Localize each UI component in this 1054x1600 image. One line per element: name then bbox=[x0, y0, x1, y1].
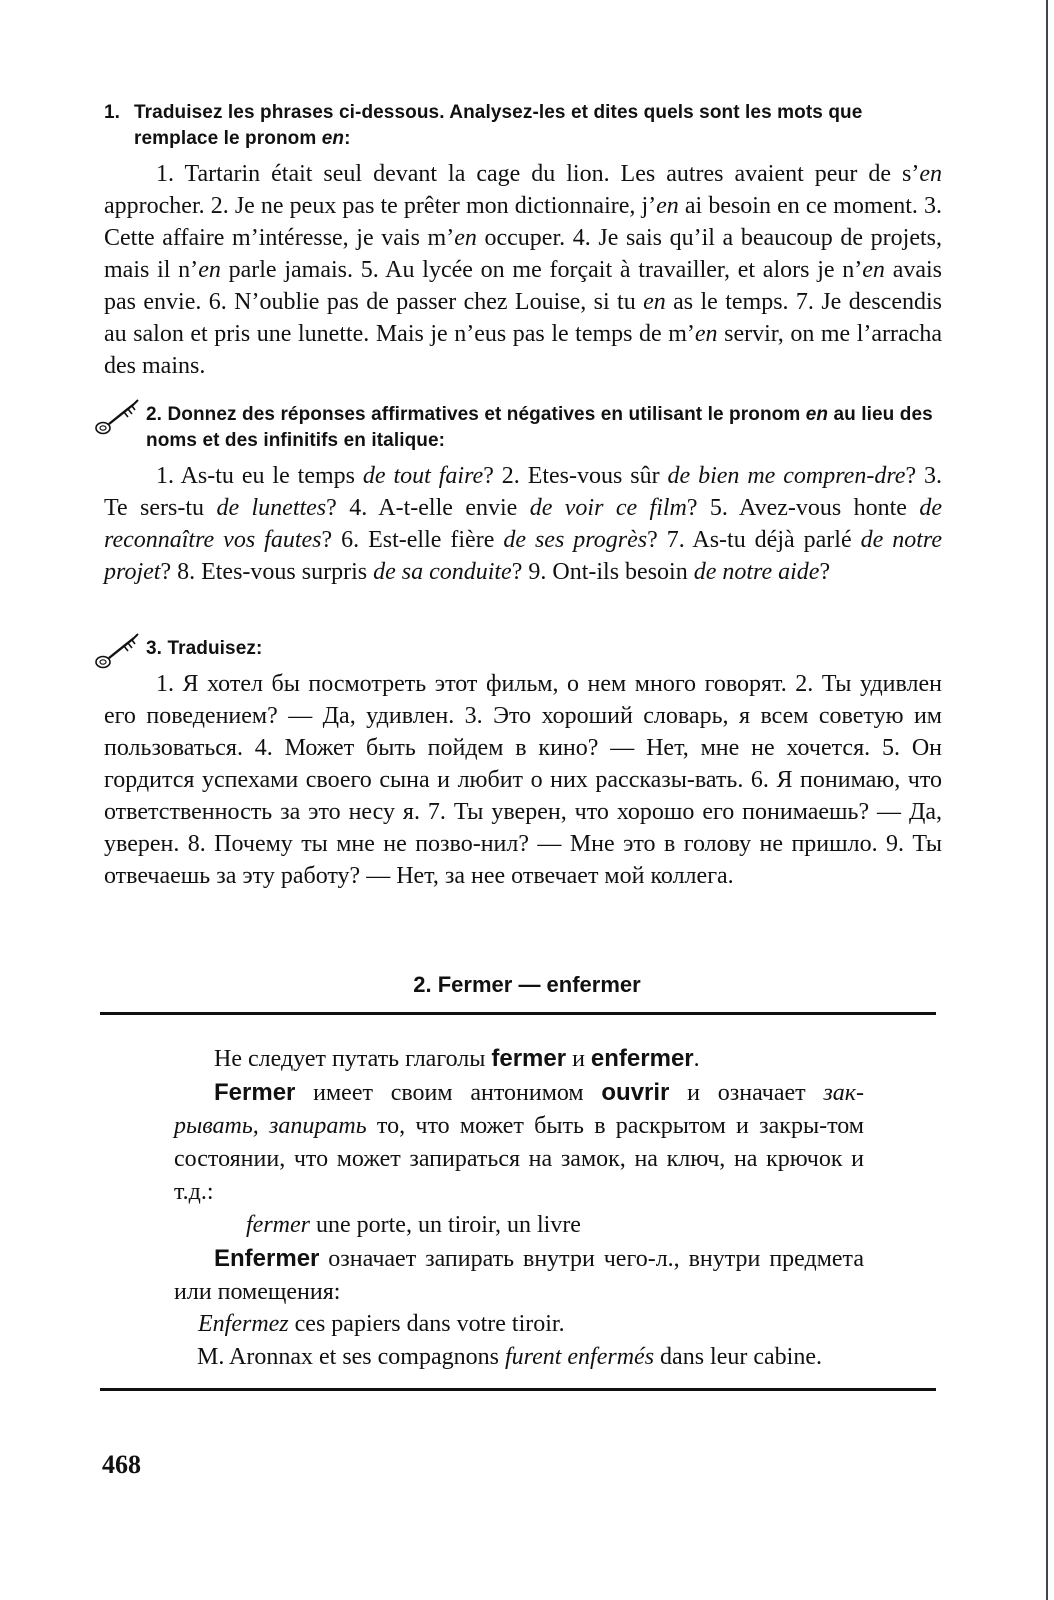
section-line-2: Fermer имеет своим антонимом ouvrir и означает зак-рывать, запирать то, что может быть в раскрытом и закры-том состоянии, что может запираться на замок, на ключ, на крючок и т.д.: bbox=[174, 1079, 864, 1205]
page-edge bbox=[1046, 0, 1048, 1600]
exercise-3 bbox=[104, 636, 942, 892]
section-body bbox=[174, 1042, 864, 1309]
section-line-1: Не следует путать глаголы fermer и enfermer. bbox=[214, 1045, 700, 1072]
exercise-1-title: 1. Traduisez les phrases ci-dessous. Analysez-les et dites quels sont les mots que remplace le pronom en: bbox=[104, 102, 863, 149]
section-line-3: Enfermer означает запирать внутри чего-л., внутри предмета или помещения: bbox=[174, 1245, 864, 1305]
section-example-1: fermer une porte, un tiroir, un livre bbox=[246, 1212, 581, 1238]
exercise-3-title: 3. Traduisez: bbox=[146, 638, 263, 659]
page-number: 468 bbox=[102, 1450, 141, 1479]
exercise-2-title: 2. Donnez des réponses affirmatives et négatives en utilisant le pronom en au lieu des noms et des infinitifs en italique: bbox=[146, 404, 933, 451]
section-rule-top bbox=[100, 1012, 936, 1015]
key-icon bbox=[94, 396, 146, 438]
exercise-2-body: 1. As-tu eu le temps de tout faire? 2. Etes-vous sûr de bien me compren-dre? 3. Te sers-tu de lunettes? 4. A-t-elle envie de voir ce film? 5. Avez-vous honte de reconnaître vos fautes? 6. Est-elle fière de ses progrès? 7. As-tu déjà parlé de notre projet? 8. Etes-vous surpris de sa conduite? 9. Ont-ils besoin de notre aide? bbox=[104, 463, 943, 585]
section-example-3: M. Aronnax et ses compagnons furent enfermés dans leur cabine. bbox=[197, 1344, 822, 1370]
section-rule-bottom bbox=[100, 1388, 936, 1391]
exercise-3-body: 1. Я хотел бы посмотреть этот фильм, о нем много говорят. 2. Ты удивлен его поведением? — Да, удивлен. 3. Это хороший словарь, я всем советую им пользоваться. 4. Может быть пойдем в кино? — Нет, мне не хочется. 5. Он гордится успехами своего сына и любит о них рассказы-вать. 6. Я понимаю, что ответственность за это несу я. 7. Ты уверен, что хорошо его понимаешь? — Да, уверен. 8. Почему ты мне не позво-нил? — Мне это в голову не пришло. 9. Ты отвечаешь за эту работу? — Нет, за нее отвечает мой коллега. bbox=[104, 671, 942, 889]
section-examples bbox=[198, 1308, 938, 1374]
exercise-1-body: 1. Tartarin était seul devant la cage du lion. Les autres avaient peur de s’en approcher. 2. Je ne peux pas te prêter mon dictionnaire, j’en ai besoin en ce moment. 3. Cette affaire m’intéresse, je vais m’en occuper. 4. Je sais qu’il a beaucoup de projets, mais il n’en parle jamais. 5. Au lycée on me forçait à travailler, et alors je n’en avais pas envie. 6. N’oublie pas de passer chez Louise, si tu en as le temps. 7. Je descendis au salon et pris une lunette. Mais je n’eus pas le temps de m’en servir, on me l’arracha des mains. bbox=[104, 161, 943, 379]
section-example-2: Enfermez ces papiers dans votre tiroir. bbox=[198, 1311, 565, 1337]
key-icon bbox=[94, 630, 146, 672]
exercise-2 bbox=[104, 402, 942, 588]
exercise-1 bbox=[104, 100, 942, 382]
section-title: 2. Fermer — enfermer bbox=[413, 972, 641, 997]
